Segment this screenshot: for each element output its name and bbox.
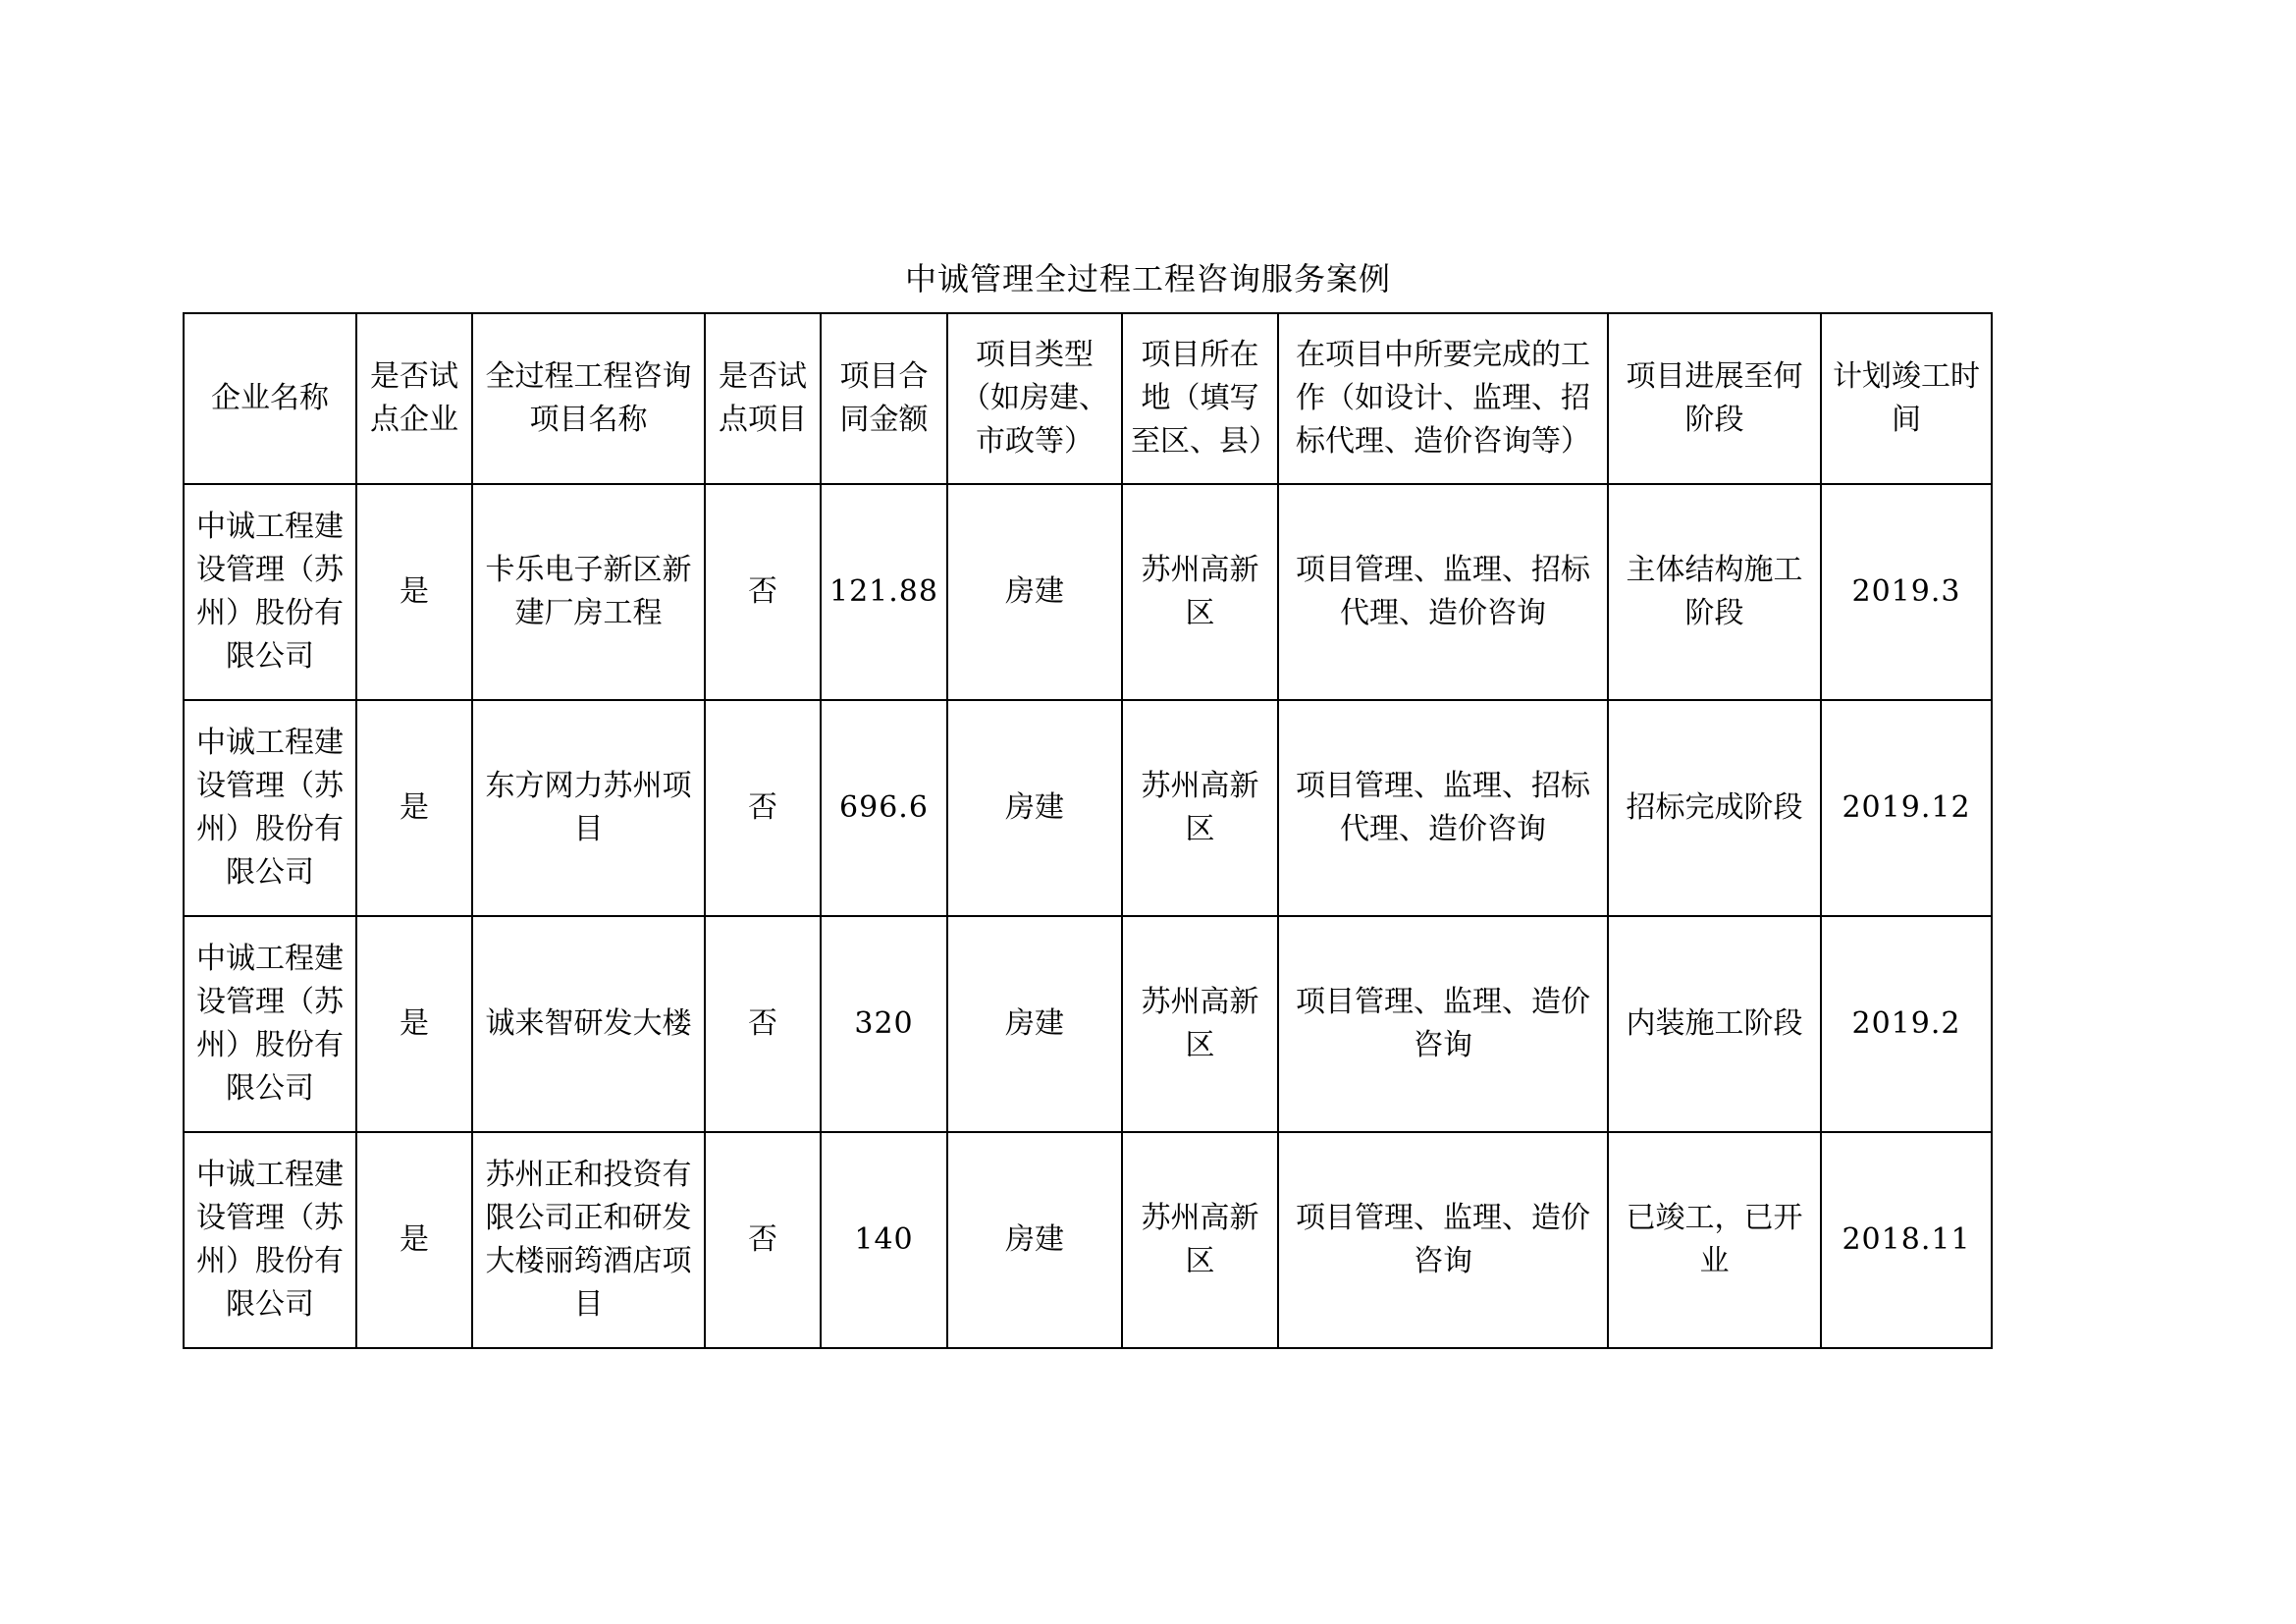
case-table bbox=[183, 312, 1993, 1349]
cell-pilot-company: 是 bbox=[356, 484, 472, 700]
cell-progress: 主体结构施工阶段 bbox=[1608, 484, 1821, 700]
cell-company: 中诚工程建设管理（苏州）股份有限公司 bbox=[184, 700, 356, 916]
table-row bbox=[184, 700, 1992, 916]
cell-work-scope: 项目管理、监理、造价咨询 bbox=[1278, 1132, 1608, 1348]
cell-company: 中诚工程建设管理（苏州）股份有限公司 bbox=[184, 916, 356, 1132]
cell-contract-amount: 121.88 bbox=[821, 484, 947, 700]
cell-contract-amount: 696.6 bbox=[821, 700, 947, 916]
header-pilot-company: 是否试点企业 bbox=[356, 313, 472, 484]
header-progress: 项目进展至何阶段 bbox=[1608, 313, 1821, 484]
table-row bbox=[184, 916, 1992, 1132]
cell-contract-amount: 320 bbox=[821, 916, 947, 1132]
cell-work-scope: 项目管理、监理、招标代理、造价咨询 bbox=[1278, 700, 1608, 916]
cell-progress: 招标完成阶段 bbox=[1608, 700, 1821, 916]
page-title: 中诚管理全过程工程咨询服务案例 bbox=[904, 260, 1391, 298]
cell-location: 苏州高新区 bbox=[1122, 1132, 1278, 1348]
cell-location: 苏州高新区 bbox=[1122, 916, 1278, 1132]
cell-project-name: 卡乐电子新区新建厂房工程 bbox=[472, 484, 705, 700]
cell-pilot-company: 是 bbox=[356, 1132, 472, 1348]
cell-project-type: 房建 bbox=[947, 916, 1122, 1132]
header-pilot-project: 是否试点项目 bbox=[705, 313, 821, 484]
cell-contract-amount: 140 bbox=[821, 1132, 947, 1348]
header-project-name: 全过程工程咨询项目名称 bbox=[472, 313, 705, 484]
header-planned-completion: 计划竣工时间 bbox=[1821, 313, 1992, 484]
header-company: 企业名称 bbox=[184, 313, 356, 484]
cell-project-name: 诚来智研发大楼 bbox=[472, 916, 705, 1132]
cell-pilot-company: 是 bbox=[356, 700, 472, 916]
cell-location: 苏州高新区 bbox=[1122, 700, 1278, 916]
cell-planned-completion: 2018.11 bbox=[1821, 1132, 1992, 1348]
cell-pilot-project: 否 bbox=[705, 916, 821, 1132]
cell-planned-completion: 2019.3 bbox=[1821, 484, 1992, 700]
cell-project-type: 房建 bbox=[947, 484, 1122, 700]
cell-company: 中诚工程建设管理（苏州）股份有限公司 bbox=[184, 484, 356, 700]
header-contract-amount: 项目合同金额 bbox=[821, 313, 947, 484]
table-row bbox=[184, 484, 1992, 700]
cell-progress: 已竣工，已开业 bbox=[1608, 1132, 1821, 1348]
table-row bbox=[184, 1132, 1992, 1348]
cell-progress: 内装施工阶段 bbox=[1608, 916, 1821, 1132]
cell-pilot-project: 否 bbox=[705, 700, 821, 916]
cell-pilot-project: 否 bbox=[705, 1132, 821, 1348]
header-row bbox=[184, 313, 1992, 484]
cell-project-name: 东方网力苏州项目 bbox=[472, 700, 705, 916]
cell-location: 苏州高新区 bbox=[1122, 484, 1278, 700]
cell-project-name: 苏州正和投资有限公司正和研发大楼丽筠酒店项目 bbox=[472, 1132, 705, 1348]
header-project-type: 项目类型（如房建、市政等） bbox=[947, 313, 1122, 484]
cell-planned-completion: 2019.12 bbox=[1821, 700, 1992, 916]
cell-company: 中诚工程建设管理（苏州）股份有限公司 bbox=[184, 1132, 356, 1348]
header-work-scope: 在项目中所要完成的工作（如设计、监理、招标代理、造价咨询等） bbox=[1278, 313, 1608, 484]
cell-pilot-project: 否 bbox=[705, 484, 821, 700]
cell-work-scope: 项目管理、监理、造价咨询 bbox=[1278, 916, 1608, 1132]
cell-pilot-company: 是 bbox=[356, 916, 472, 1132]
cell-project-type: 房建 bbox=[947, 1132, 1122, 1348]
cell-project-type: 房建 bbox=[947, 700, 1122, 916]
header-location: 项目所在地（填写至区、县） bbox=[1122, 313, 1278, 484]
cell-work-scope: 项目管理、监理、招标代理、造价咨询 bbox=[1278, 484, 1608, 700]
cell-planned-completion: 2019.2 bbox=[1821, 916, 1992, 1132]
